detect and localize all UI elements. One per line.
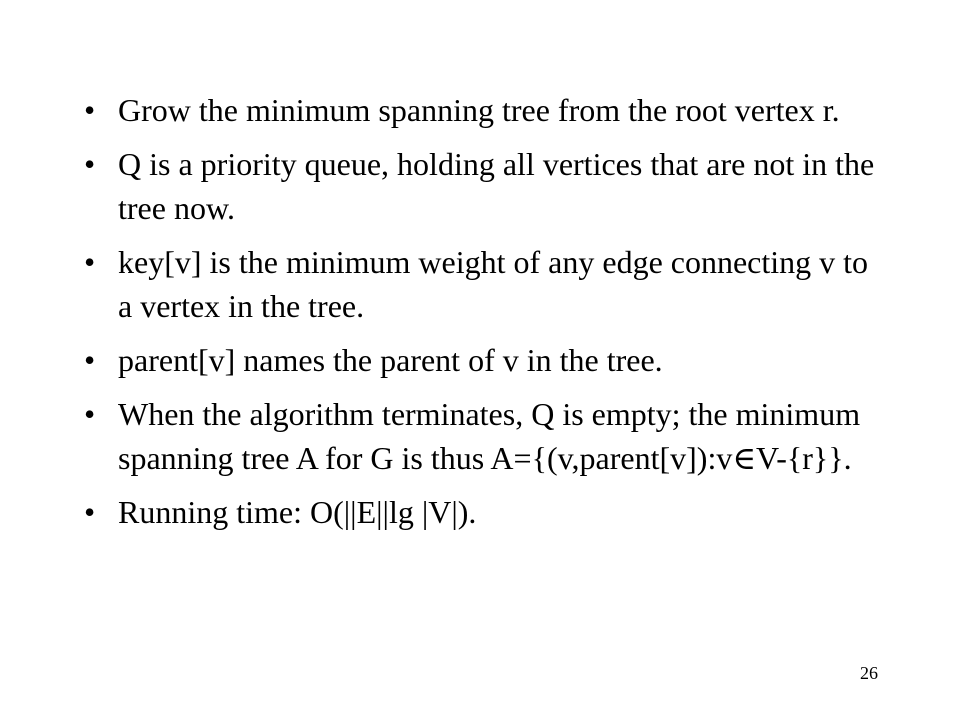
bullet-item [84, 240, 884, 328]
bullet-marker: • [84, 146, 96, 182]
bullet-item [84, 392, 884, 480]
bullet-text: key[v] is the minimum weight of any edge connecting v to a vertex in the tree. [118, 244, 869, 324]
bullet-text: Grow the minimum spanning tree from the root vertex r. [118, 92, 840, 128]
bullet-item [84, 142, 884, 230]
bullet-marker: • [84, 494, 96, 530]
bullet-marker: • [84, 244, 96, 280]
bullet-item [84, 88, 884, 132]
bullet-item [84, 338, 884, 382]
bullet-text: When the algorithm terminates, Q is empty; the minimum spanning tree A for G is thus A={(v,parent[v]):v∈V-{r}}. [118, 396, 861, 476]
bullet-marker: • [84, 92, 96, 128]
bullet-text: Running time: O(||E||lg |V|). [118, 494, 477, 530]
bullet-marker: • [84, 396, 96, 432]
bullet-text: Q is a priority queue, holding all vertices that are not in the tree now. [118, 146, 875, 226]
bullet-marker: • [84, 342, 96, 378]
page-number: 26 [860, 663, 878, 683]
bullet-text: parent[v] names the parent of v in the tree. [118, 342, 663, 378]
bullet-list [84, 88, 884, 544]
bullet-item [84, 490, 884, 534]
